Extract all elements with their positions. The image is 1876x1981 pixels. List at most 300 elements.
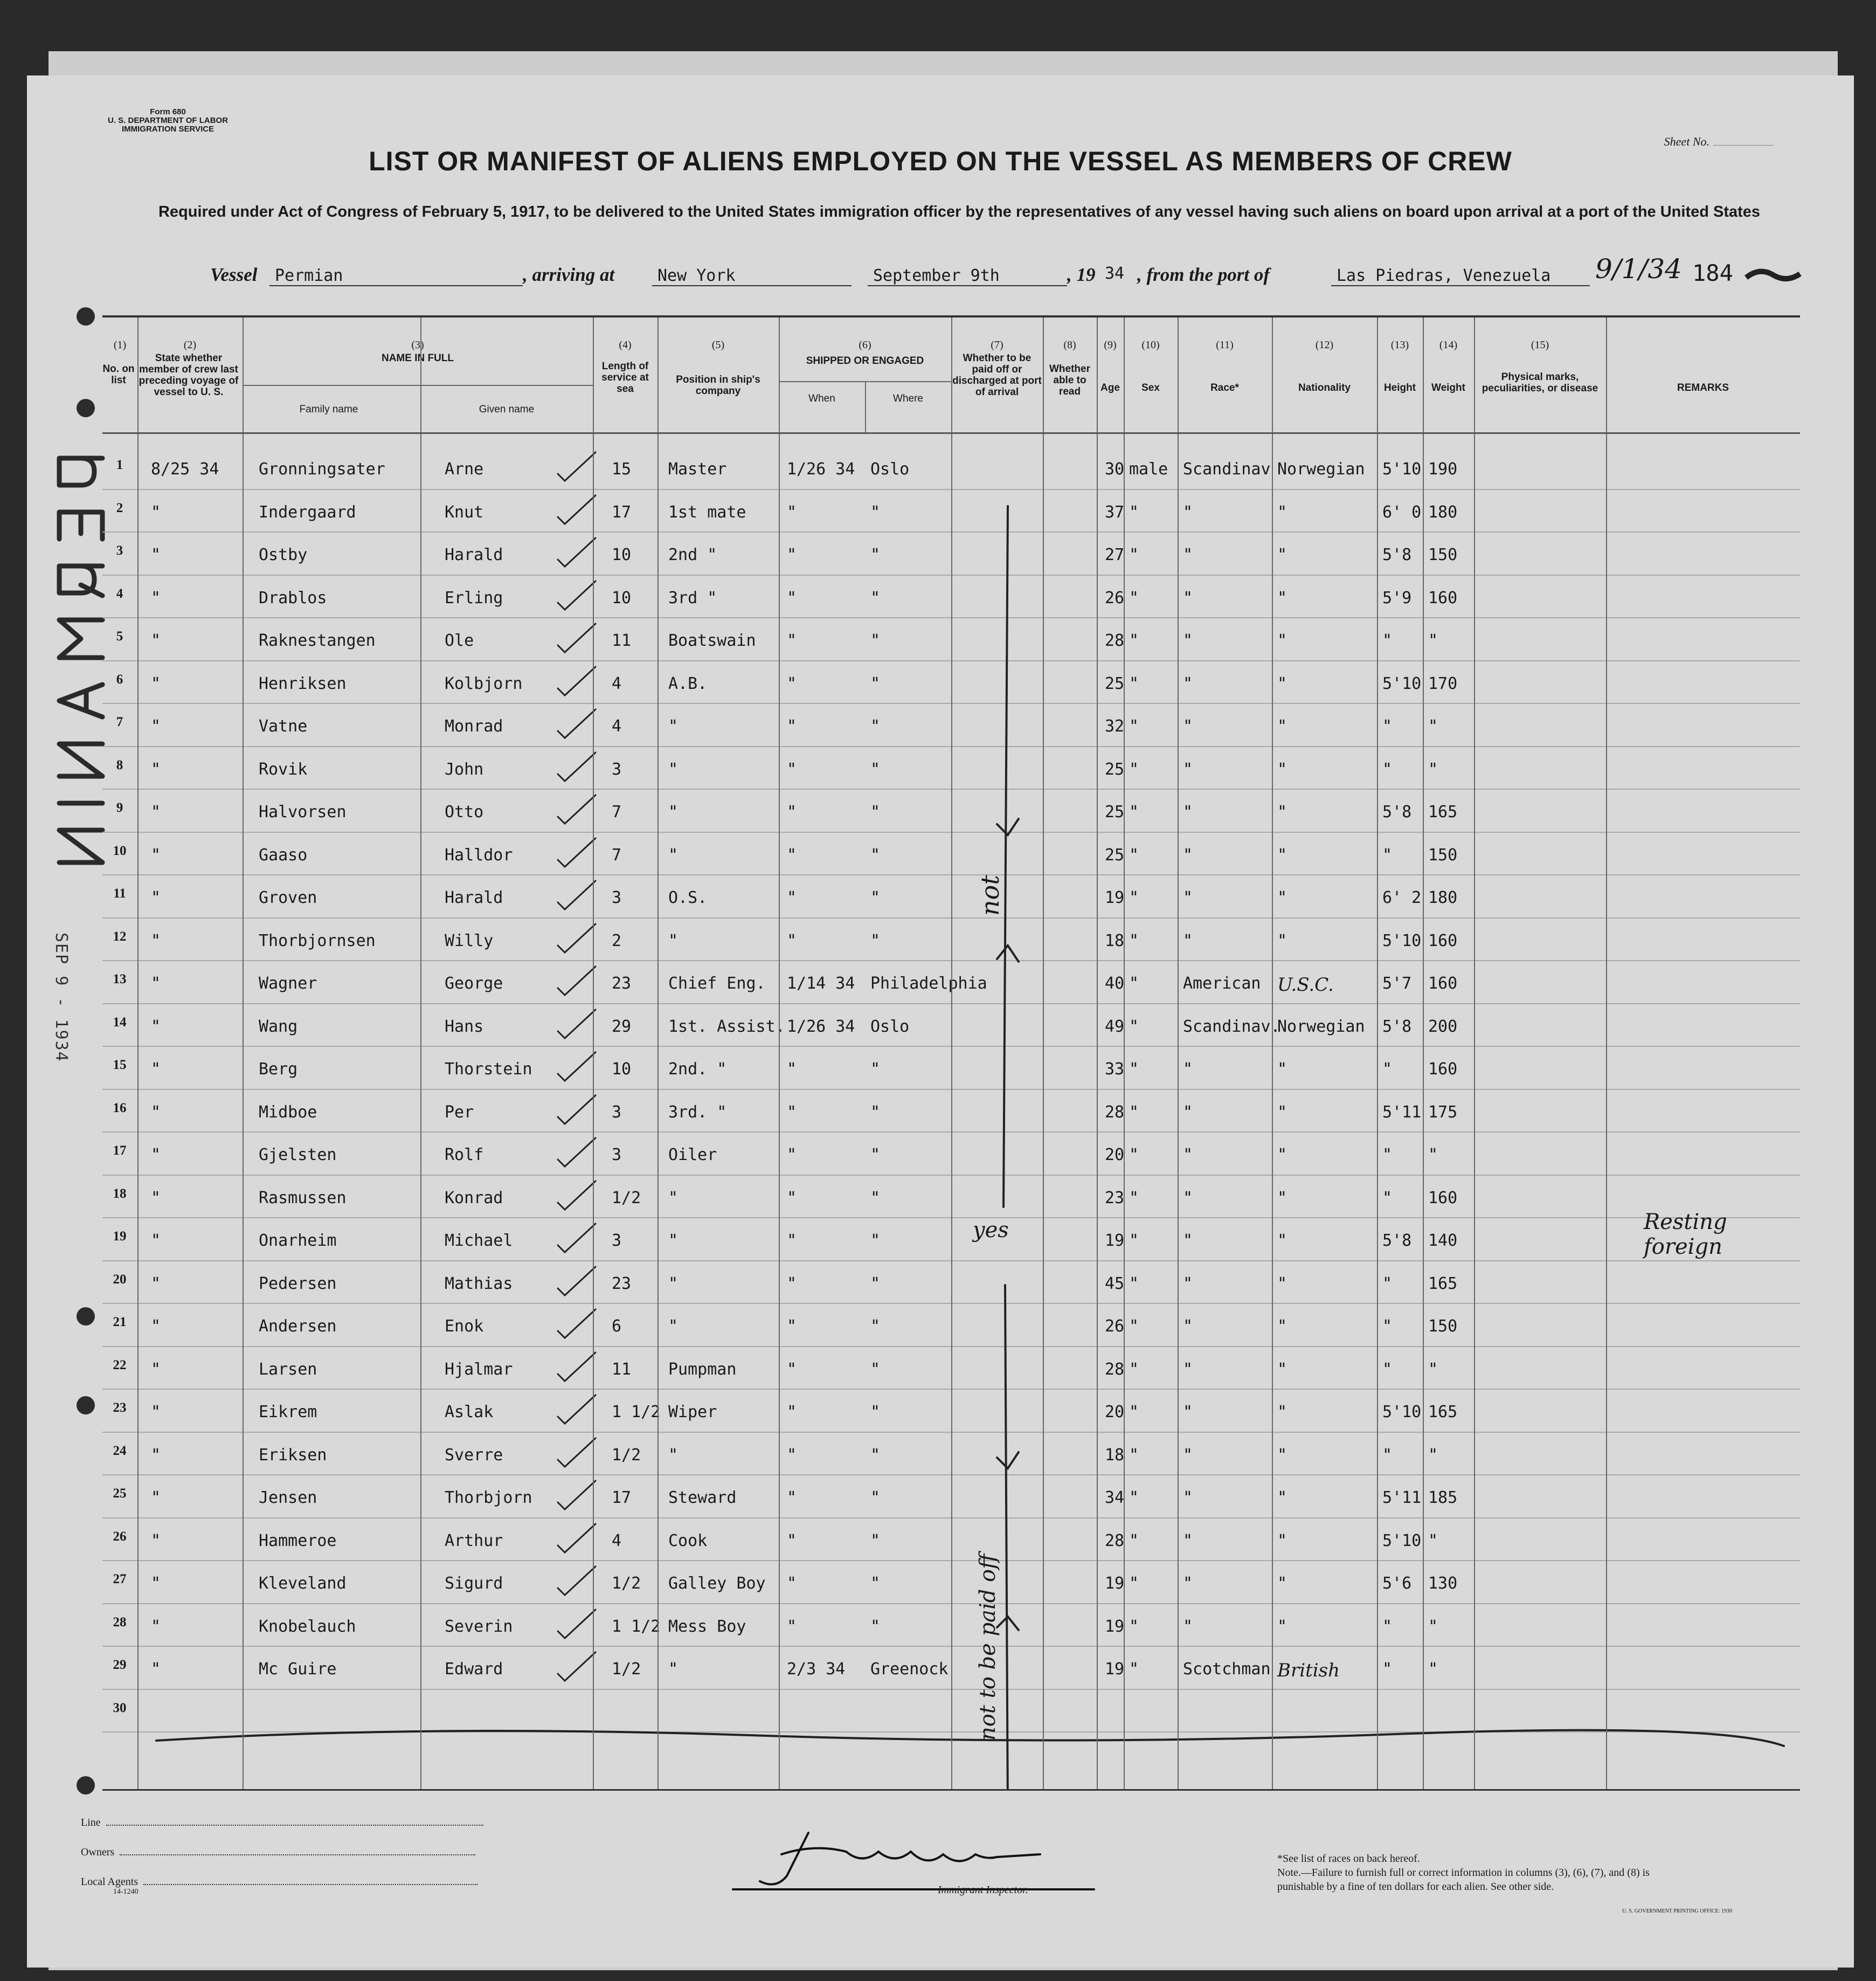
cell-where: " bbox=[870, 546, 881, 564]
cell-where: " bbox=[870, 1317, 881, 1336]
cell-when: 2/3 34 bbox=[787, 1660, 846, 1679]
cell-sex: " bbox=[1129, 502, 1139, 522]
cell-given: Michael bbox=[445, 1231, 513, 1250]
cell-position: " bbox=[668, 760, 679, 779]
cell-age: 18 bbox=[1105, 1445, 1125, 1465]
cell-weight: " bbox=[1428, 1531, 1438, 1550]
cell-nationality: " bbox=[1277, 546, 1287, 564]
row-number: 22 bbox=[113, 1357, 127, 1372]
cell-height: 5'10 bbox=[1382, 674, 1422, 693]
cell-height: 5'10 bbox=[1382, 1403, 1422, 1421]
footer-agents-field bbox=[81, 1876, 477, 1888]
cell-nationality: " bbox=[1277, 931, 1287, 950]
cell-age: 19 bbox=[1105, 1231, 1125, 1250]
cell-length: 17 bbox=[612, 1488, 632, 1507]
cell-where: " bbox=[870, 1188, 881, 1207]
cell-position: Mess Boy bbox=[668, 1617, 746, 1636]
cell-age: 25 bbox=[1105, 674, 1125, 693]
column-number: (9) bbox=[1104, 339, 1117, 351]
cell-position: Master bbox=[668, 460, 727, 479]
cell-given: Knut bbox=[445, 502, 484, 522]
cell-position: " bbox=[668, 931, 679, 950]
cell-height: " bbox=[1382, 1188, 1393, 1207]
cell-position: Galley Boy bbox=[668, 1574, 766, 1593]
cell-nationality: " bbox=[1277, 631, 1287, 650]
punch-hole bbox=[77, 399, 95, 417]
cell-nationality: " bbox=[1277, 588, 1287, 608]
cell-position: " bbox=[668, 803, 679, 822]
header-length: Length of service at sea bbox=[601, 361, 649, 395]
footer-line-field bbox=[81, 1817, 483, 1829]
cell-race: " bbox=[1183, 546, 1193, 564]
cell-given: George bbox=[445, 974, 503, 993]
row-number: 13 bbox=[113, 972, 127, 986]
from-label: , from the port of bbox=[1137, 264, 1270, 285]
line-label: Line bbox=[81, 1817, 101, 1828]
cell-where: " bbox=[870, 1574, 881, 1593]
row-number: 16 bbox=[113, 1100, 127, 1115]
cell-race: " bbox=[1183, 1574, 1193, 1593]
row-number: 15 bbox=[113, 1058, 127, 1072]
cell-race: " bbox=[1183, 588, 1193, 608]
cell-last: " bbox=[151, 502, 161, 522]
cell-nationality: " bbox=[1277, 760, 1287, 779]
cell-last: " bbox=[151, 931, 161, 950]
cell-when: " bbox=[787, 1488, 797, 1507]
row-number: 24 bbox=[113, 1443, 127, 1458]
row-number: 23 bbox=[113, 1400, 127, 1415]
cell-age: 18 bbox=[1105, 931, 1125, 950]
column-divider bbox=[593, 317, 594, 1789]
column-number: (3) bbox=[411, 339, 424, 351]
cell-family: Kleveland bbox=[259, 1574, 347, 1593]
cell-height: " bbox=[1382, 1359, 1393, 1379]
cell-age: 28 bbox=[1105, 1531, 1125, 1550]
column-number: (13) bbox=[1390, 339, 1409, 351]
cell-length: 3 bbox=[612, 760, 622, 779]
family-given-divider bbox=[420, 385, 421, 432]
cell-nationality: " bbox=[1277, 1445, 1287, 1465]
cell-height: 5'8 bbox=[1382, 803, 1412, 822]
cell-where: " bbox=[870, 1231, 881, 1250]
cell-when: 1/14 34 bbox=[787, 974, 855, 993]
cell-length: 6 bbox=[612, 1317, 622, 1336]
cell-given: Edward bbox=[445, 1660, 503, 1679]
cell-age: 49 bbox=[1105, 1017, 1125, 1036]
row-number: 18 bbox=[113, 1186, 127, 1201]
cell-position: 1st mate bbox=[668, 502, 746, 522]
cell-sex: " bbox=[1129, 674, 1139, 693]
cell-when: " bbox=[787, 717, 797, 736]
cell-length: 4 bbox=[612, 1531, 622, 1550]
cell-family: Gronningsater bbox=[259, 460, 385, 479]
cell-last: " bbox=[151, 1445, 161, 1465]
manifest-page bbox=[27, 75, 1854, 1968]
cell-sex: " bbox=[1129, 1403, 1139, 1421]
header-where: Where bbox=[893, 393, 923, 404]
cell-sex: " bbox=[1129, 1274, 1139, 1293]
cell-given: John bbox=[445, 760, 484, 779]
cell-last: " bbox=[151, 1317, 161, 1336]
column-number: (5) bbox=[711, 339, 725, 351]
cell-sex: " bbox=[1129, 717, 1139, 736]
cell-last: " bbox=[151, 845, 161, 865]
cell-race: American bbox=[1183, 974, 1261, 993]
cell-length: 10 bbox=[612, 588, 632, 608]
cell-age: 19 bbox=[1105, 1660, 1125, 1679]
cell-given: Thorstein bbox=[445, 1060, 532, 1079]
cell-position: " bbox=[668, 1274, 679, 1293]
cell-when: " bbox=[787, 1060, 797, 1079]
header-physical: Physical marks, peculiarities, or disease bbox=[1482, 371, 1598, 394]
cell-when: " bbox=[787, 502, 797, 522]
cell-sex: " bbox=[1129, 845, 1139, 865]
cell-race: " bbox=[1183, 845, 1193, 865]
cell-where: " bbox=[870, 717, 881, 736]
cell-when: 1/26 34 bbox=[787, 1017, 855, 1036]
remark-row17: Resting foreign bbox=[1644, 1210, 1727, 1259]
column-divider bbox=[137, 317, 139, 1789]
cell-position: 3rd " bbox=[668, 588, 717, 608]
row-number: 21 bbox=[113, 1315, 127, 1329]
cell-last: " bbox=[151, 1660, 161, 1679]
cell-sex: " bbox=[1129, 1060, 1139, 1079]
cell-race: " bbox=[1183, 717, 1193, 736]
header-sex: Sex bbox=[1141, 382, 1160, 394]
cell-race: " bbox=[1183, 1060, 1193, 1079]
crew-table bbox=[102, 315, 1800, 1791]
cell-last: " bbox=[151, 1617, 161, 1636]
row-number: 3 bbox=[116, 543, 123, 558]
cell-nationality: " bbox=[1277, 1488, 1287, 1507]
cell-age: 26 bbox=[1105, 588, 1125, 608]
races-note: *See list of races on back hereof. bbox=[1277, 1853, 1420, 1865]
sheet-label: Sheet No. bbox=[1664, 135, 1709, 148]
cell-where: " bbox=[870, 674, 881, 693]
cell-family: Eriksen bbox=[259, 1445, 327, 1465]
cell-race: " bbox=[1183, 1445, 1193, 1465]
cell-when: " bbox=[787, 674, 797, 693]
cell-nationality: Norwegian bbox=[1277, 1017, 1365, 1036]
cell-sex: " bbox=[1129, 760, 1139, 779]
cell-when: " bbox=[787, 546, 797, 564]
cell-race: " bbox=[1183, 1403, 1193, 1421]
cell-nationality: " bbox=[1277, 803, 1287, 822]
cell-family: Thorbjornsen bbox=[259, 931, 376, 950]
cell-weight: " bbox=[1428, 1359, 1438, 1379]
cell-when: " bbox=[787, 1317, 797, 1336]
cell-weight: 190 bbox=[1428, 460, 1458, 479]
cell-race: " bbox=[1183, 1359, 1193, 1379]
cell-when: " bbox=[787, 588, 797, 608]
cell-last: " bbox=[151, 760, 161, 779]
cell-race: " bbox=[1183, 760, 1193, 779]
cell-given: Arne bbox=[445, 460, 484, 479]
cell-height: 5'11 bbox=[1382, 1488, 1422, 1507]
cell-weight: " bbox=[1428, 1660, 1438, 1679]
cell-where: " bbox=[870, 1488, 881, 1507]
cell-given: Thorbjorn bbox=[445, 1488, 532, 1507]
from-port: Las Piedras, Venezuela bbox=[1331, 266, 1590, 286]
cell-race: " bbox=[1183, 1102, 1193, 1122]
cell-given: Harald bbox=[445, 546, 503, 564]
cell-length: 3 bbox=[612, 1145, 622, 1164]
cell-given: Hjalmar bbox=[445, 1359, 513, 1379]
cell-height: " bbox=[1382, 845, 1393, 865]
cell-when: " bbox=[787, 1359, 797, 1379]
cell-family: Berg bbox=[259, 1060, 298, 1079]
row-number: 6 bbox=[116, 672, 123, 687]
cell-length: 23 bbox=[612, 1274, 632, 1293]
cell-weight: 130 bbox=[1428, 1574, 1458, 1593]
cell-family: Gjelsten bbox=[259, 1145, 337, 1164]
cell-height: " bbox=[1382, 1145, 1393, 1164]
cell-race: " bbox=[1183, 674, 1193, 693]
cell-position: Cook bbox=[668, 1531, 708, 1550]
cell-position: " bbox=[668, 1231, 679, 1250]
form-header bbox=[108, 108, 228, 134]
cell-nationality: " bbox=[1277, 1145, 1287, 1164]
sheet-number: 184 bbox=[1692, 260, 1733, 286]
cell-nationality: " bbox=[1277, 674, 1287, 693]
cell-last: " bbox=[151, 1231, 161, 1250]
cell-last: " bbox=[151, 888, 161, 907]
cell-weight: " bbox=[1428, 760, 1438, 779]
cell-nationality: " bbox=[1277, 1403, 1287, 1421]
cell-length: 4 bbox=[612, 717, 622, 736]
cell-length: 1/2 bbox=[612, 1660, 641, 1679]
cell-weight: 185 bbox=[1428, 1488, 1458, 1507]
row-number: 14 bbox=[113, 1014, 127, 1030]
header-able-read: Whether able to read bbox=[1049, 363, 1090, 397]
cell-family: Rasmussen bbox=[259, 1188, 347, 1207]
penalty-note: Note.—Failure to furnish full or correct information in columns (3), (6), (7), and (8) is punishable by a fine of ten dollars for each alien. See other side. bbox=[1277, 1867, 1650, 1893]
cell-last: " bbox=[151, 974, 161, 993]
row-number: 8 bbox=[116, 757, 123, 772]
cell-where: " bbox=[870, 1403, 881, 1421]
cell-length: 29 bbox=[612, 1017, 632, 1036]
cell-where: Philadelphia bbox=[870, 974, 987, 993]
column-number: (15) bbox=[1531, 339, 1549, 351]
cell-height: " bbox=[1382, 760, 1393, 779]
column-divider bbox=[779, 317, 780, 1789]
cell-position: Chief Eng. bbox=[668, 974, 766, 993]
cell-sex: " bbox=[1129, 1445, 1139, 1465]
form-number: Form 680 bbox=[150, 107, 186, 116]
cell-length: 11 bbox=[612, 1359, 632, 1379]
arriving-label: , arriving at bbox=[523, 264, 615, 285]
cell-length: 4 bbox=[612, 674, 622, 693]
column-number: (1) bbox=[113, 339, 127, 351]
cell-length: 3 bbox=[612, 1231, 622, 1250]
cell-age: 27 bbox=[1105, 546, 1125, 564]
cell-last: " bbox=[151, 1531, 161, 1550]
cell-where: " bbox=[870, 888, 881, 907]
cell-position: " bbox=[668, 1317, 679, 1336]
header-position: Position in ship's company bbox=[676, 374, 760, 397]
cell-length: 1/2 bbox=[612, 1574, 641, 1593]
cell-height: " bbox=[1382, 631, 1393, 650]
cell-family: Halvorsen bbox=[259, 803, 347, 822]
cell-length: 15 bbox=[612, 460, 632, 479]
cell-when: " bbox=[787, 1145, 797, 1164]
cell-when: 1/26 34 bbox=[787, 460, 855, 479]
cell-position: Oiler bbox=[668, 1145, 717, 1164]
cell-race: " bbox=[1183, 1617, 1193, 1636]
cell-when: " bbox=[787, 760, 797, 779]
cell-sex: " bbox=[1129, 588, 1139, 608]
cell-given: Harald bbox=[445, 888, 503, 907]
cell-age: 19 bbox=[1105, 1617, 1125, 1636]
row-number: 27 bbox=[113, 1572, 127, 1586]
cell-age: 19 bbox=[1105, 888, 1125, 907]
cell-given: Konrad bbox=[445, 1188, 503, 1207]
cell-nationality: " bbox=[1277, 1574, 1287, 1593]
cell-where: " bbox=[870, 1617, 881, 1636]
cell-weight: 165 bbox=[1428, 1403, 1458, 1421]
cell-length: 10 bbox=[612, 546, 632, 564]
cell-given: Sverre bbox=[445, 1445, 503, 1465]
row-number: 9 bbox=[116, 800, 123, 815]
cell-last: " bbox=[151, 1188, 161, 1207]
cell-age: 23 bbox=[1105, 1188, 1125, 1207]
agents-label: Local Agents bbox=[81, 1876, 139, 1888]
cell-last: 8/25 34 bbox=[151, 460, 219, 479]
cell-race: " bbox=[1183, 1488, 1193, 1507]
cell-age: 25 bbox=[1105, 845, 1125, 865]
cell-height: " bbox=[1382, 1060, 1393, 1079]
cell-family: Mc Guire bbox=[259, 1660, 337, 1679]
vessel-label: Vessel bbox=[210, 264, 258, 285]
cell-given: Monrad bbox=[445, 717, 503, 736]
cell-position: O.S. bbox=[668, 888, 708, 907]
cell-age: 25 bbox=[1105, 803, 1125, 822]
cell-height: 5'10 bbox=[1382, 460, 1422, 479]
cell-where: " bbox=[870, 845, 881, 865]
cell-height: 5'8 bbox=[1382, 546, 1412, 564]
cell-position: Steward bbox=[668, 1488, 737, 1507]
cell-where: " bbox=[870, 588, 881, 608]
cell-sex: " bbox=[1129, 1188, 1139, 1207]
cell-race: " bbox=[1183, 888, 1193, 907]
cell-nationality: " bbox=[1277, 845, 1287, 865]
cell-height: 5'8 bbox=[1382, 1231, 1412, 1250]
column-number: (11) bbox=[1216, 339, 1234, 351]
cell-weight: 160 bbox=[1428, 931, 1458, 950]
cell-length: 1/2 bbox=[612, 1445, 641, 1465]
column-divider bbox=[1423, 317, 1424, 1789]
cell-weight: 150 bbox=[1428, 845, 1458, 865]
cell-weight: 160 bbox=[1428, 588, 1458, 608]
column-divider bbox=[243, 317, 244, 1789]
cell-nationality: " bbox=[1277, 1274, 1287, 1293]
cell-family: Indergaard bbox=[259, 502, 356, 522]
cell-nationality: " bbox=[1277, 1102, 1287, 1122]
column-divider bbox=[420, 317, 421, 1789]
cell-sex: " bbox=[1129, 1531, 1139, 1550]
row-number: 4 bbox=[116, 586, 123, 601]
cell-last: " bbox=[151, 588, 161, 608]
cell-where: " bbox=[870, 1359, 881, 1379]
cell-age: 20 bbox=[1105, 1145, 1125, 1164]
cell-last: " bbox=[151, 546, 161, 564]
column-divider bbox=[1043, 317, 1044, 1789]
cell-race: " bbox=[1183, 1317, 1193, 1336]
cell-where: " bbox=[870, 760, 881, 779]
cell-given: Severin bbox=[445, 1617, 513, 1636]
handwritten-date: 9/1/34 bbox=[1595, 253, 1682, 285]
cell-height: 5'6 bbox=[1382, 1574, 1412, 1593]
cell-age: 28 bbox=[1105, 631, 1125, 650]
cell-position: Wiper bbox=[668, 1403, 717, 1421]
header-nationality: Nationality bbox=[1298, 382, 1351, 394]
cell-family: Henriksen bbox=[259, 674, 347, 693]
cell-last: " bbox=[151, 1145, 161, 1164]
cell-sex: " bbox=[1129, 631, 1139, 650]
header-family-name: Family name bbox=[299, 404, 358, 415]
cell-when: " bbox=[787, 1188, 797, 1207]
cell-family: Rovik bbox=[259, 760, 308, 779]
cell-height: " bbox=[1382, 1445, 1393, 1465]
cell-race: " bbox=[1183, 1188, 1193, 1207]
cell-race: Scandinav bbox=[1183, 460, 1271, 479]
column-divider bbox=[657, 317, 659, 1789]
cell-position: 2nd. " bbox=[668, 1060, 727, 1079]
cell-age: 33 bbox=[1105, 1060, 1125, 1079]
header-height: Height bbox=[1383, 382, 1416, 394]
footer-code: 14-1240 bbox=[113, 1888, 139, 1896]
paid-off-not-upper: not bbox=[975, 875, 1005, 916]
cell-family: Knobelauch bbox=[259, 1617, 356, 1636]
cell-where: " bbox=[870, 1145, 881, 1164]
cell-weight: 140 bbox=[1428, 1231, 1458, 1250]
cell-given: Sigurd bbox=[445, 1574, 503, 1593]
cell-last: " bbox=[151, 631, 161, 650]
cell-sex: male bbox=[1129, 460, 1168, 479]
cell-position: " bbox=[668, 845, 679, 865]
cell-age: 20 bbox=[1105, 1403, 1125, 1421]
cell-position: 1st. Assist. bbox=[668, 1017, 785, 1036]
cell-age: 25 bbox=[1105, 760, 1125, 779]
date-stamp: SEP 9 - 1934 bbox=[52, 933, 71, 1062]
header-weight: Weight bbox=[1431, 382, 1465, 394]
column-divider bbox=[1097, 317, 1098, 1789]
row-number: 17 bbox=[113, 1143, 127, 1158]
cell-when: " bbox=[787, 1617, 797, 1636]
punch-hole bbox=[77, 307, 95, 326]
cell-sex: " bbox=[1129, 1617, 1139, 1636]
cell-length: 1 1/2 bbox=[612, 1617, 661, 1636]
cell-sex: " bbox=[1129, 974, 1139, 993]
cell-age: 19 bbox=[1105, 1574, 1125, 1593]
cell-weight: 150 bbox=[1428, 546, 1458, 564]
cell-family: Onarheim bbox=[259, 1231, 337, 1250]
cell-family: Raknestangen bbox=[259, 631, 376, 650]
cell-where: " bbox=[870, 1102, 881, 1122]
column-number: (7) bbox=[991, 339, 1003, 351]
voyage-line bbox=[210, 253, 1822, 291]
cell-where: " bbox=[870, 631, 881, 650]
cell-length: 7 bbox=[612, 845, 622, 865]
cell-when: " bbox=[787, 1231, 797, 1250]
cell-weight: 180 bbox=[1428, 502, 1458, 522]
cell-nationality: " bbox=[1277, 717, 1287, 736]
cell-weight: " bbox=[1428, 1445, 1438, 1465]
cell-sex: " bbox=[1129, 1574, 1139, 1593]
cell-family: Eikrem bbox=[259, 1403, 317, 1421]
cell-last: " bbox=[151, 1102, 161, 1122]
cell-race: Scotchman bbox=[1183, 1660, 1271, 1679]
